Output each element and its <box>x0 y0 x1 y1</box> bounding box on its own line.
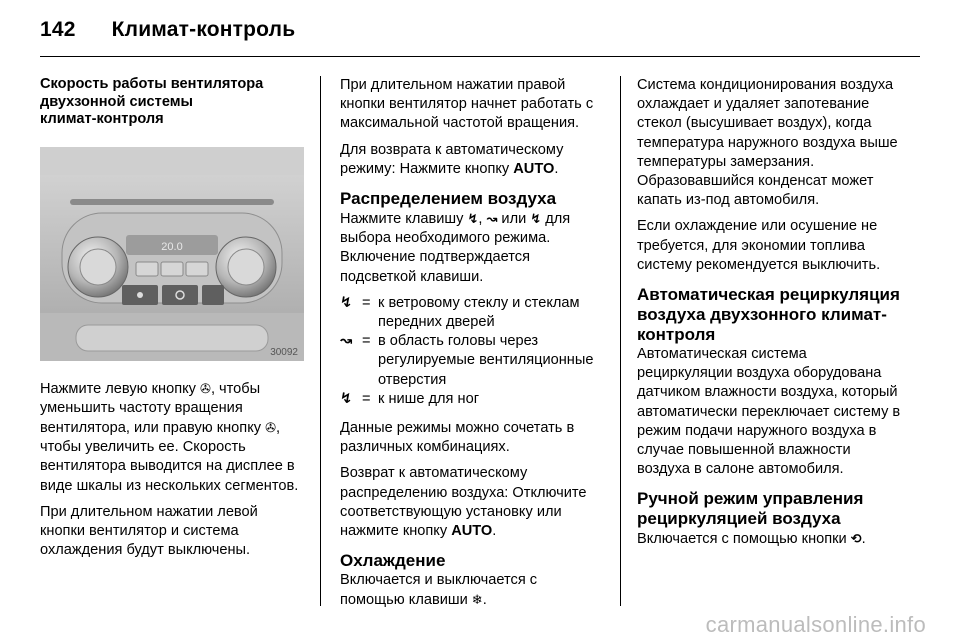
list-item: ↯ = к нише для ног <box>340 390 604 409</box>
paragraph-cooling-key: Включается и выключается с помощью клавиши ❄. <box>340 572 538 609</box>
page-header <box>40 18 295 42</box>
page-number: 142 <box>40 18 76 41</box>
photo-id: 30092 <box>270 346 298 358</box>
panel-display: 20.0 <box>161 240 183 253</box>
paragraph-manual-recirculation: Включается с помощью кнопки ⟲. <box>637 531 866 548</box>
fan-icon: ✇ <box>265 419 277 435</box>
column-2 <box>340 76 604 618</box>
paragraph-auto-recirculation: Автоматическая система рециркуляции воздуха оборудована датчиком влажности воздуха, который автоматически переключает систему в режим подачи наружного воздуха в случае повышенной влажности воздуха в салоне автомобиля. <box>637 346 901 478</box>
windscreen-air-icon: ↯ <box>467 211 479 227</box>
chapter-title: Климат-контроль <box>111 18 296 41</box>
paragraph-return-auto: Для возврата к автоматическому режиму: Нажмите кнопку AUTO. <box>340 141 564 177</box>
recirculation-icon: ⟲ <box>850 531 862 547</box>
subheading-fan-speed: Скорость работы вентилятора двухзонной системы климат-контроля <box>40 76 264 127</box>
foot-air-icon: ↯ <box>340 390 353 407</box>
paragraph-long-press-left: При длительном нажатии левой кнопки вентилятор и система охлаждения будут выключены. <box>40 503 258 559</box>
heading-manual-recirculation: Ручной режим управления рециркуляцией воздуха <box>637 489 864 529</box>
paragraph-fan-buttons: Нажмите левую кнопку ✇, чтобы уменьшить частоту вращения вентилятора, или правую кнопку ✇, чтобы увеличить ее. Скорость вентилятора выводится на дисплее в виде шкалы из нескольких сегментов. <box>40 380 299 494</box>
column-divider <box>320 76 321 606</box>
air-modes-list <box>340 294 604 409</box>
heading-auto-recirculation: Автоматическая рециркуляция воздуха двухзонного климат-контроля <box>637 285 900 345</box>
paragraph-combinations: Данные режимы можно сочетать в различных комбинациях. <box>340 420 575 456</box>
paragraph-ac-description: Система кондиционирования воздуха охлаждает и удаляет запотевание стекол (высушивает воздух), когда температура наружного воздуха выше температуры замерзания. Образовавшийся конденсат может капать из-под автомобиля. <box>637 77 898 209</box>
heading-cooling: Охлаждение <box>340 551 446 571</box>
list-item: ↝ = в область головы через регулируемые вентиляционные отверстия <box>340 332 604 390</box>
paragraph-long-press-right: При длительном нажатии правой кнопки вентилятор начнет работать с максимальной частотой вращения. <box>340 77 594 132</box>
column-3 <box>637 76 905 557</box>
paragraph-ac-economy: Если охлаждение или осушение не требуется, для экономии топлива систему рекомендуется выключить. <box>637 218 881 273</box>
auto-button-label: AUTO <box>513 160 555 177</box>
snowflake-icon: ❄ <box>471 592 483 608</box>
head-air-icon: ↝ <box>340 333 353 350</box>
watermark: carmanualsonline.info <box>705 612 926 637</box>
column-1 <box>40 76 304 567</box>
climate-panel-photo <box>40 147 304 361</box>
auto-button-label: AUTO <box>451 523 493 540</box>
header-rule <box>40 56 920 57</box>
head-air-icon: ↝ <box>486 211 498 227</box>
column-divider <box>620 76 621 606</box>
foot-air-icon: ↯ <box>530 211 542 227</box>
paragraph-air-keys: Нажмите клавишу ↯, ↝ или ↯ для выбора необходимого режима. Включение подтверждается подсветкой клавиши. <box>340 211 571 285</box>
climate-panel-illustration <box>40 147 304 361</box>
windscreen-air-icon: ↯ <box>340 294 353 311</box>
fan-icon: ✇ <box>200 380 211 396</box>
heading-air-distribution: Распределением воздуха <box>340 189 557 209</box>
paragraph-return-auto-distribution: Возврат к автоматическому распределению воздуха: Отключите соответствующую установку или нажмите кнопку AUTO. <box>340 465 587 540</box>
list-item: ↯ = к ветровому стеклу и стеклам передних дверей <box>340 294 604 332</box>
